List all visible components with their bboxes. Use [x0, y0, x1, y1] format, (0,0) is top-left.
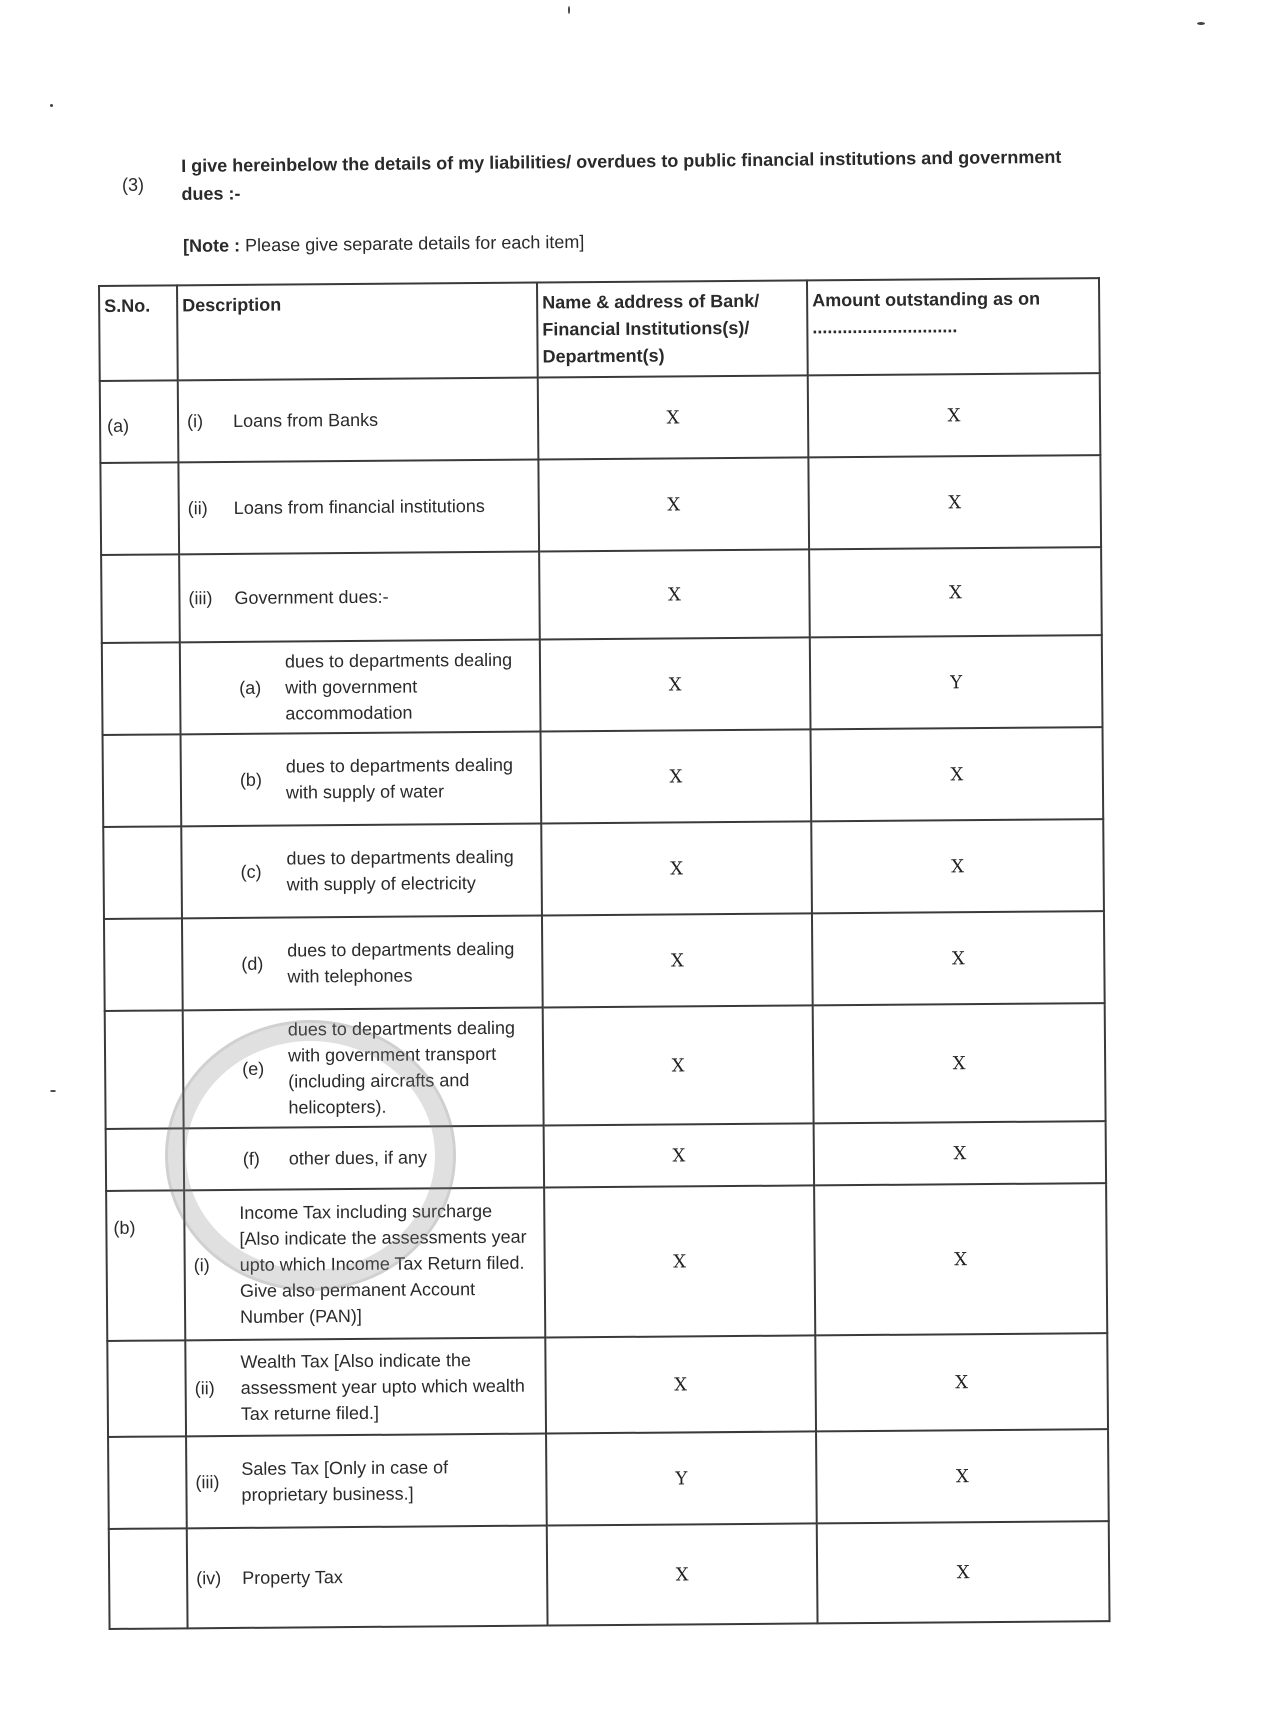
row-description	[181, 732, 542, 827]
table-row	[107, 1333, 1108, 1437]
row-item-number: (c)	[240, 861, 262, 882]
row-sno	[105, 1010, 184, 1129]
table-row	[100, 455, 1101, 555]
amount-cross-mark: X	[813, 1003, 1106, 1123]
amount-cross-mark: X	[811, 727, 1104, 821]
amount-cross-mark: X	[814, 1121, 1106, 1185]
row-item-number: (a)	[239, 677, 262, 698]
row-sno	[109, 1528, 188, 1629]
section-intro-text: I give hereinbelow the details of my liabilities/ overdues to public financial institutions and government dues :-	[181, 146, 1062, 204]
row-description	[182, 916, 543, 1011]
table-row	[100, 373, 1101, 463]
header-sno: S.No.	[99, 285, 178, 381]
amount-cross-mark: X	[814, 1183, 1107, 1335]
row-description	[184, 1126, 544, 1191]
row-item-text: Sales Tax [Only in case of proprietary business.]	[241, 1457, 449, 1505]
row-description	[178, 378, 539, 463]
row-sno: (b)	[106, 1190, 185, 1341]
row-item-text: other dues, if any	[288, 1147, 428, 1169]
row-item-text: Property Tax	[242, 1567, 343, 1588]
section-number: (3)	[122, 175, 144, 195]
table-row	[106, 1121, 1106, 1191]
row-sno	[103, 826, 182, 919]
row-description	[179, 552, 540, 643]
table-row	[101, 547, 1102, 643]
row-sno	[103, 734, 182, 827]
row-item-number: (f)	[242, 1148, 260, 1169]
bank-cross-mark: X	[542, 913, 813, 1007]
table-row	[105, 1003, 1106, 1129]
row-sno: (a)	[100, 380, 179, 463]
row-sno	[107, 1340, 186, 1437]
amount-cross-mark: X	[815, 1333, 1108, 1431]
note-text	[183, 232, 584, 257]
row-sno	[102, 642, 181, 735]
row-description	[183, 1008, 544, 1129]
header-description: Description	[177, 283, 538, 381]
scan-speck	[50, 1090, 56, 1092]
row-item-text: dues to departments dealing with supply of electricity	[286, 846, 514, 895]
row-item-text: Loans from Banks	[232, 409, 379, 431]
row-item-number: (b)	[239, 769, 262, 790]
bank-cross-mark: X	[543, 1005, 814, 1125]
note-label: [Note :	[183, 235, 241, 256]
amount-cross-mark: X	[808, 373, 1101, 457]
row-item-number: (iv)	[196, 1568, 222, 1589]
row-sno	[108, 1436, 187, 1529]
row-item-number: (iii)	[188, 588, 213, 609]
row-item-text: dues to departments dealing with government accommodation	[284, 649, 513, 724]
row-item-number: (e)	[242, 1058, 265, 1079]
row-item-number: (ii)	[194, 1378, 215, 1399]
row-item-text: dues to departments dealing with government transport (including aircrafts and helicopters).	[287, 1017, 516, 1118]
row-sno	[106, 1128, 184, 1191]
bank-cross-mark: X	[544, 1123, 814, 1187]
liabilities-table	[98, 277, 1111, 1630]
table-row	[104, 911, 1105, 1011]
amount-cross-mark: X	[812, 911, 1105, 1005]
row-item-text: Wealth Tax [Also indicate the assessment year upto which wealth Tax returne filed.]	[240, 1350, 525, 1424]
row-description	[180, 640, 541, 735]
row-description	[181, 824, 542, 919]
row-item-text: dues to departments dealing with supply of water	[285, 754, 514, 803]
row-description	[187, 1526, 548, 1629]
bank-cross-mark: X	[538, 457, 809, 551]
bank-cross-mark: X	[541, 729, 812, 823]
table-row	[108, 1429, 1109, 1529]
header-amount: Amount outstanding as on .............................	[807, 278, 1100, 375]
row-item-number: (iii)	[195, 1472, 220, 1493]
scan-speck	[1197, 22, 1205, 25]
bank-cross-mark: X	[547, 1523, 818, 1625]
bank-cross-mark: X	[538, 375, 809, 459]
amount-cross-mark: X	[808, 455, 1101, 549]
amount-cross-mark: X	[816, 1429, 1109, 1523]
row-item-number: (ii)	[187, 498, 208, 519]
table-row	[106, 1183, 1107, 1341]
header-bank: Name & address of Bank/ Financial Institutions(s)/ Department(s)	[537, 280, 808, 377]
row-sno	[104, 918, 183, 1011]
row-item-text: Government dues:-	[234, 586, 389, 608]
scan-speck	[568, 6, 570, 14]
table-row	[103, 819, 1104, 919]
row-item-number: (d)	[241, 953, 264, 974]
table-row	[109, 1521, 1110, 1629]
note-body: Please give separate details for each item]	[245, 231, 585, 256]
row-sno	[101, 554, 180, 643]
table-row	[102, 635, 1103, 735]
amount-cross-mark: Y	[810, 635, 1103, 729]
amount-cross-mark: X	[811, 819, 1104, 913]
bank-cross-mark: X	[541, 821, 812, 915]
amount-cross-mark: X	[817, 1521, 1110, 1623]
table-header-row	[99, 278, 1100, 381]
table-row	[103, 727, 1104, 827]
bank-cross-mark: Y	[546, 1431, 817, 1525]
row-item-text: dues to departments dealing with telephones	[287, 938, 515, 987]
row-item-text: Loans from financial institutions	[233, 495, 485, 518]
amount-cross-mark: X	[809, 547, 1102, 637]
row-description	[186, 1434, 547, 1529]
bank-cross-mark: X	[539, 549, 810, 639]
row-description	[178, 460, 539, 555]
row-sno	[100, 462, 179, 555]
row-description	[184, 1188, 545, 1341]
scan-speck	[50, 104, 53, 107]
row-item-text: Income Tax including surcharge [Also indicate the assessments year upto which Income Tax Return filed. Give also permanent Account Number (PAN)]	[239, 1200, 527, 1327]
row-description	[185, 1338, 546, 1437]
bank-cross-mark: X	[544, 1185, 815, 1337]
row-item-number: (i)	[193, 1255, 210, 1276]
bank-cross-mark: X	[540, 637, 811, 731]
row-item-number: (i)	[186, 411, 204, 432]
bank-cross-mark: X	[545, 1335, 816, 1433]
